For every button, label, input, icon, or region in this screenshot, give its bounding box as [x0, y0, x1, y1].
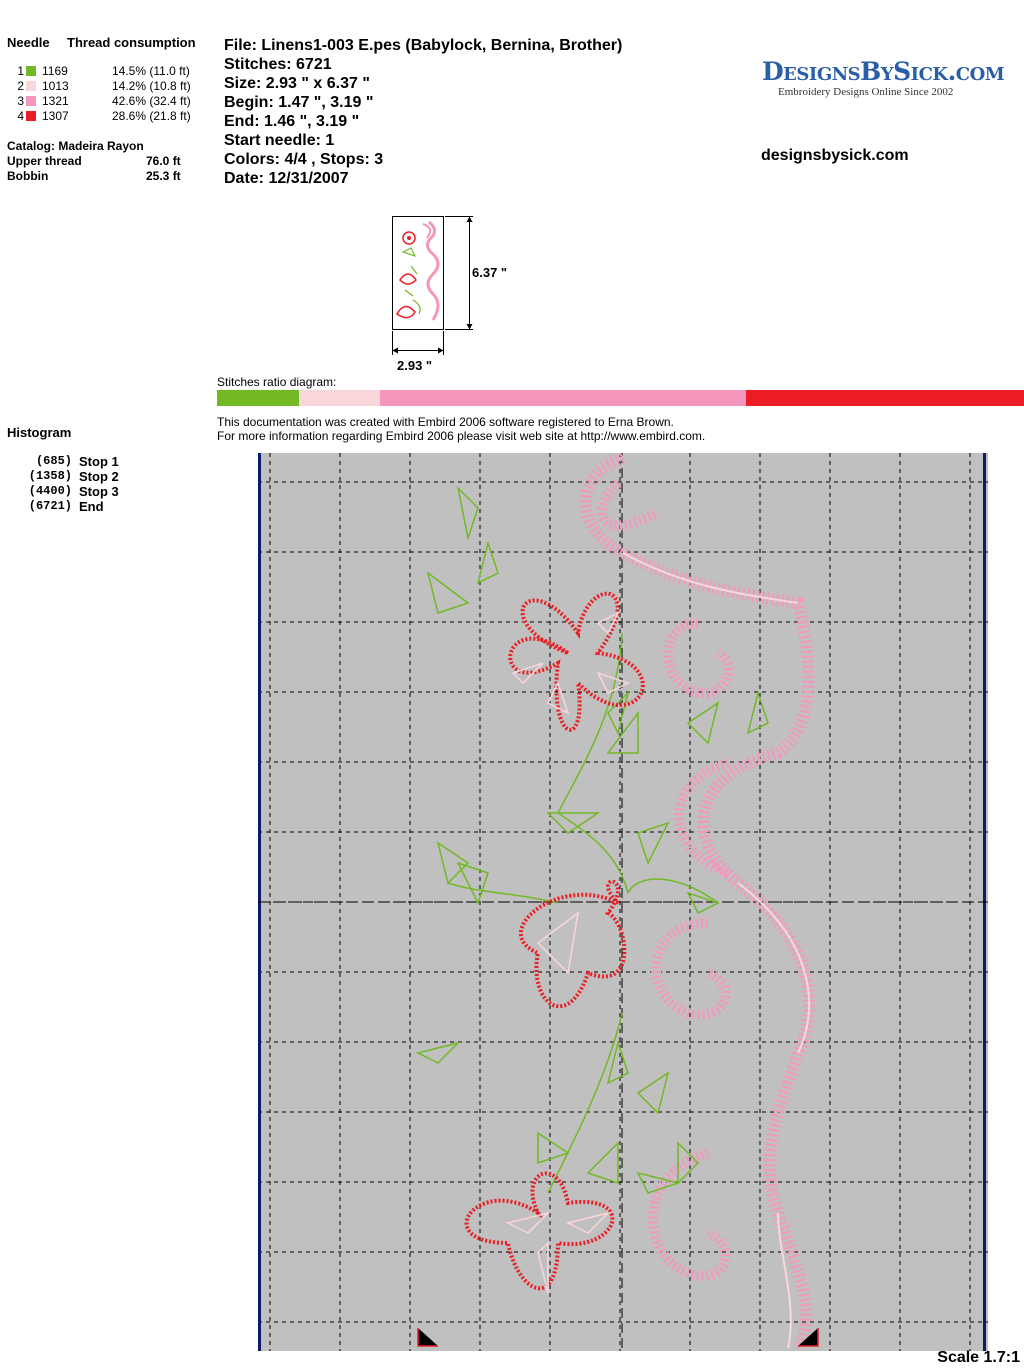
notice-line-1: This documentation was created with Embird 2006 software registered to Erna Brown.	[217, 415, 674, 429]
thread-percentage: 28.6% (21.8 ft)	[112, 109, 191, 123]
stop-label: Stop 1	[79, 454, 119, 469]
stop-count: (6721)	[28, 499, 72, 513]
stitches-ratio-bar	[217, 390, 1024, 406]
stitch-count: Stitches: 6721	[224, 56, 332, 73]
ratio-segment	[217, 390, 299, 406]
ratio-segment	[746, 390, 1024, 406]
logo-tagline: Embroidery Designs Online Since 2002	[778, 86, 954, 98]
logo-text: DesignsBySick.com	[762, 57, 1005, 86]
stop-count: (1358)	[28, 469, 72, 483]
catalog-label: Catalog: Madeira Rayon	[7, 139, 144, 153]
scale-label: Scale 1.7:1	[937, 1349, 1020, 1366]
color-swatch	[26, 81, 36, 91]
thread-code: 1321	[42, 94, 69, 108]
needle-row	[0, 109, 210, 124]
ratio-segment	[299, 390, 380, 406]
color-swatch	[26, 96, 36, 106]
histogram-title: Histogram	[7, 425, 72, 440]
stop-count: (4400)	[28, 484, 72, 498]
design-thumbnail	[385, 210, 525, 378]
stop-label: End	[79, 499, 104, 514]
stop-label: Stop 2	[79, 469, 119, 484]
thread-percentage: 14.5% (11.0 ft)	[112, 64, 190, 78]
needle-row	[0, 94, 210, 109]
design-size: Size: 2.93 " x 6.37 "	[224, 75, 370, 92]
site-link[interactable]: designsbysick.com	[761, 147, 909, 164]
needle-number: 3	[17, 94, 24, 108]
needle-row	[0, 79, 210, 94]
bobbin-label: Bobbin	[7, 169, 49, 183]
upper-thread-label: Upper thread	[7, 154, 82, 168]
file-info	[224, 36, 744, 188]
bobbin-value: 25.3 ft	[146, 169, 181, 183]
thread-code: 1307	[42, 109, 69, 123]
thumbnail-width-label: 2.93 "	[397, 358, 433, 373]
stop-count: (685)	[35, 454, 72, 468]
upper-thread-value: 76.0 ft	[146, 154, 181, 168]
color-swatch	[26, 111, 36, 121]
notice-line-2: For more information regarding Embird 2006 please visit web site at http://www.embird.com.	[217, 429, 706, 443]
color-swatch	[26, 66, 36, 76]
needle-number: 1	[17, 64, 24, 78]
design-date: Date: 12/31/2007	[224, 170, 349, 187]
needle-row	[0, 64, 210, 79]
end-position: End: 1.46 ", 3.19 "	[224, 113, 360, 130]
needle-number: 4	[17, 109, 24, 123]
design-preview	[258, 453, 988, 1351]
file-name: File: Linens1-003 E.pes (Babylock, Bernina, Brother)	[224, 37, 623, 54]
ratio-segment	[380, 390, 746, 406]
thread-code: 1013	[42, 79, 69, 93]
ratio-label: Stitches ratio diagram:	[217, 375, 337, 389]
needle-number: 2	[17, 79, 24, 93]
thread-code: 1169	[42, 64, 68, 78]
histogram-row	[0, 454, 200, 469]
needle-header: Needle	[7, 35, 50, 50]
histogram-row	[0, 469, 200, 484]
thread-percentage: 42.6% (32.4 ft)	[112, 94, 191, 108]
stop-label: Stop 3	[79, 484, 119, 499]
brand-logo	[762, 57, 1005, 98]
histogram-row	[0, 484, 200, 499]
start-needle: Start needle: 1	[224, 132, 335, 149]
thumbnail-height-label: 6.37 "	[472, 265, 508, 280]
histogram-list	[0, 454, 200, 514]
thread-percentage: 14.2% (10.8 ft)	[112, 79, 191, 93]
colors-stops: Colors: 4/4 , Stops: 3	[224, 151, 384, 168]
needle-list	[0, 64, 215, 126]
histogram-row	[0, 499, 200, 514]
begin-position: Begin: 1.47 ", 3.19 "	[224, 94, 374, 111]
thread-consumption-header: Thread consumption	[67, 35, 196, 50]
